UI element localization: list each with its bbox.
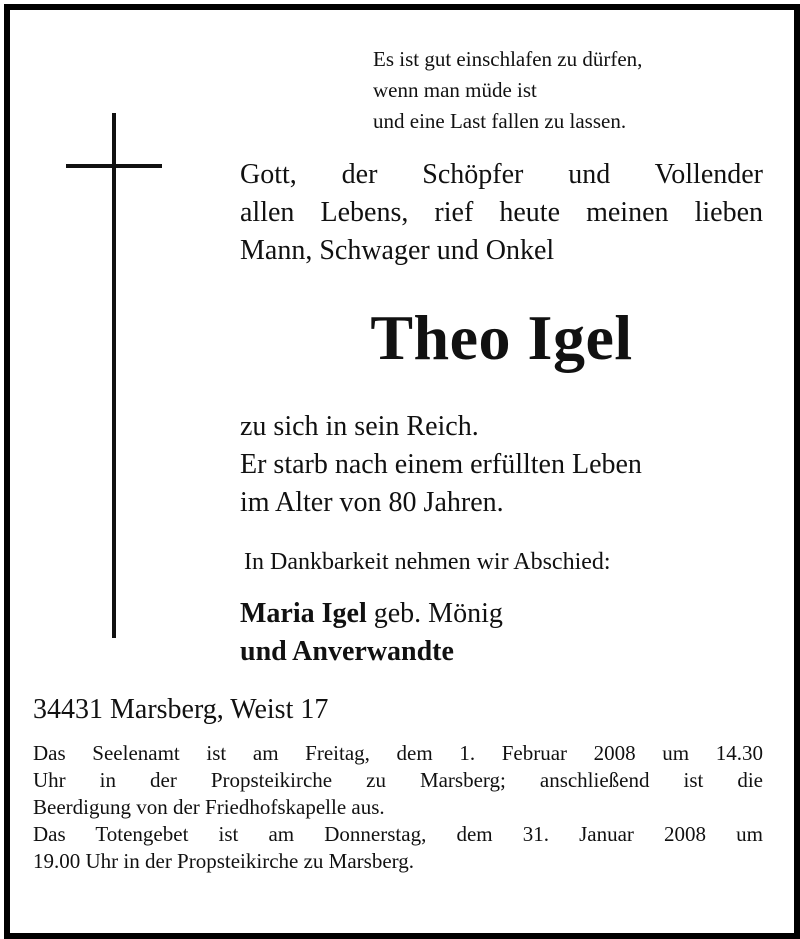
notes-line: Das Totengebet ist am Donnerstag, dem 31. Januar 2008 um (33, 822, 763, 846)
deceased-name: Theo Igel (370, 302, 633, 373)
verse-line: wenn man müde ist (373, 78, 537, 102)
after-text (240, 408, 642, 522)
intro-text (240, 156, 763, 270)
intro-line: Mann, Schwager und Onkel (240, 235, 555, 266)
intro-line: Gott, der Schöpfer und Vollender (240, 159, 763, 190)
address: 34431 Marsberg, Weist 17 (33, 694, 329, 725)
intro-line: allen Lebens, rief heute meinen lieben (240, 197, 763, 228)
farewell-line: In Dankbarkeit nehmen wir Abschied: (244, 549, 611, 575)
after-line: zu sich in sein Reich. (240, 411, 479, 442)
verse-line: und eine Last fallen zu lassen. (373, 109, 627, 133)
after-line: im Alter von 80 Jahren. (240, 487, 504, 518)
signer-relatives: und Anverwandte (240, 636, 454, 667)
service-notes (33, 740, 763, 875)
cross-icon-bar (66, 164, 162, 168)
notes-line: 19.00 Uhr in der Propsteikirche zu Marsberg. (33, 849, 415, 873)
cross-icon (112, 113, 116, 638)
notes-line: Beerdigung von der Friedhofskapelle aus. (33, 795, 385, 819)
verse (373, 44, 642, 137)
notes-line: Das Seelenamt ist am Freitag, dem 1. Februar 2008 um 14.30 (33, 741, 763, 765)
notes-line: Uhr in der Propsteikirche zu Marsberg; anschließend ist die (33, 768, 763, 792)
signers (240, 595, 503, 671)
signer-name: Maria Igel (240, 598, 367, 629)
signer-maiden-name: geb. Mönig (366, 598, 503, 629)
after-line: Er starb nach einem erfüllten Leben (240, 449, 642, 480)
verse-line: Es ist gut einschlafen zu dürfen, (373, 47, 643, 71)
signer-row (240, 595, 503, 633)
